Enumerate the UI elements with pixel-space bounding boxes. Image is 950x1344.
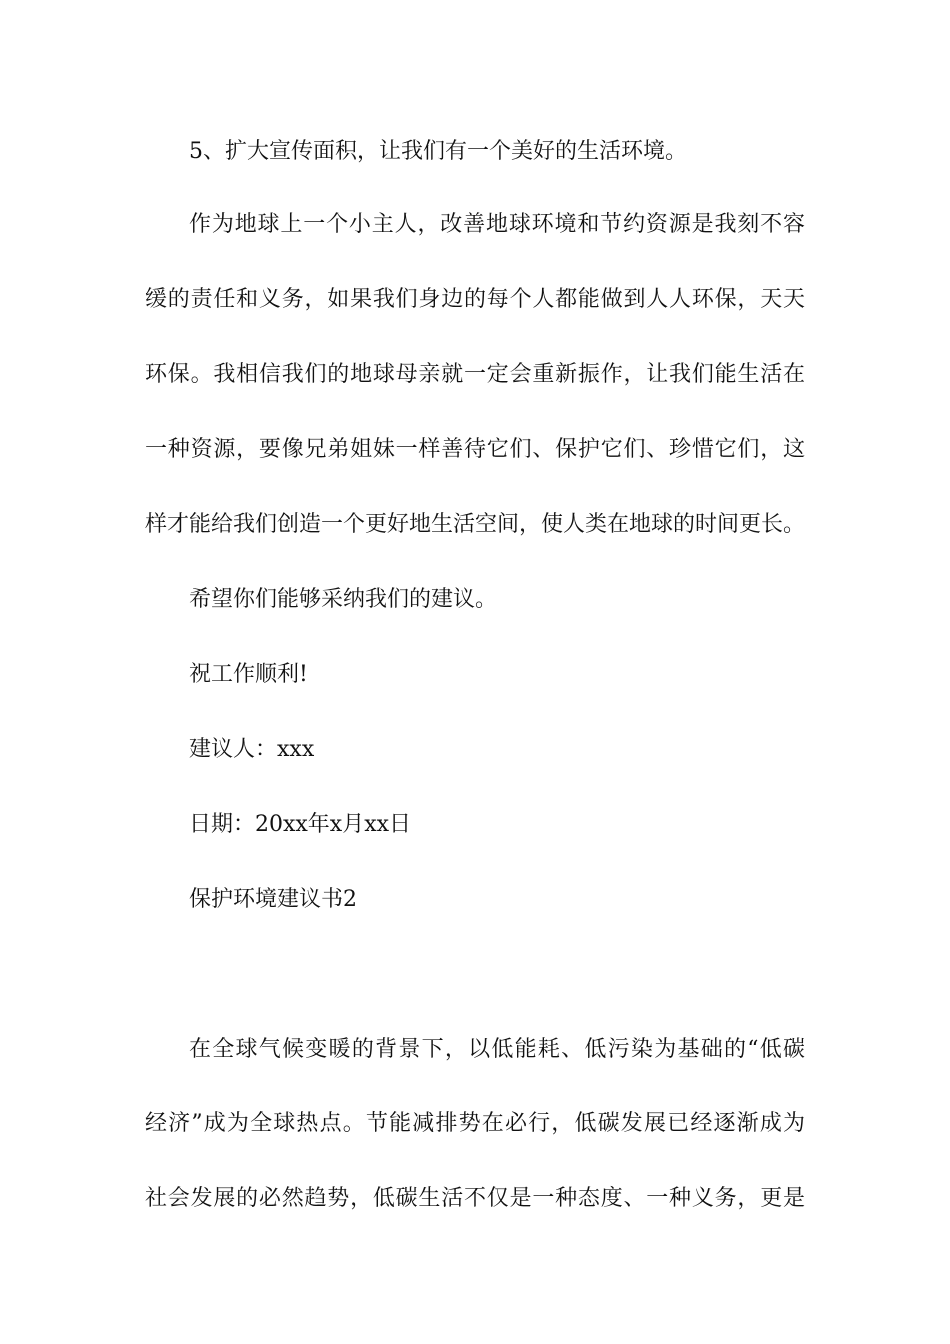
paragraph-line: 样才能给我们创造一个更好地生活空间，使人类在地球的时间更长。 [145,512,806,537]
paragraph-line: 在全球气候变暖的背景下，以低能耗、低污染为基础的“低碳 [189,1037,805,1062]
paragraph-line: 缓的责任和义务，如果我们身边的每个人都能做到人人环保，天天 [145,287,805,312]
paragraph-line: 希望你们能够采纳我们的建议。 [189,587,498,612]
section-title: 保护环境建议书2 [189,887,357,912]
paragraph-line: 作为地球上一个小主人，改善地球环境和节约资源是我刻不容 [189,212,805,237]
paragraph-line: 社会发展的必然趋势，低碳生活不仅是一种态度、一种义务，更是 [145,1186,805,1211]
closing-line: 祝工作顺利! [189,662,308,687]
paragraph-line: 一种资源，要像兄弟姐妹一样善待它们、保护它们、珍惜它们，这 [145,437,805,462]
paragraph-line: 经济”成为全球热点。节能减排势在必行，低碳发展已经逐渐成为 [145,1111,805,1136]
paragraph-line: 环保。我相信我们的地球母亲就一定会重新振作，让我们能生活在 [145,362,805,387]
paragraph-line: 5、扩大宣传面积，让我们有一个美好的生活环境。 [189,139,687,164]
date-line: 日期：20xx年x月xx日 [189,812,412,837]
signature-line: 建议人：xxx [189,737,315,762]
